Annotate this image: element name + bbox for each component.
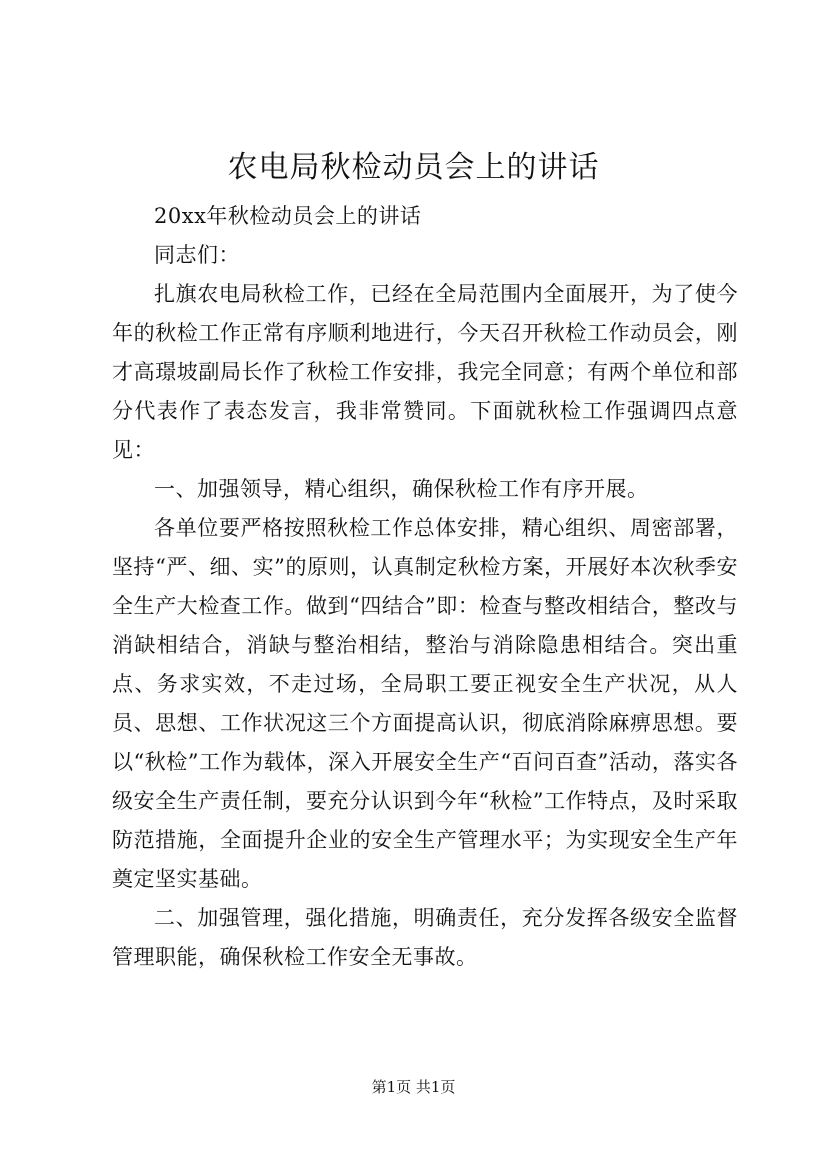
paragraph-point-one-heading: 一、加强领导，精心组织，确保秋检工作有序开展。 — [154, 477, 649, 501]
document-body — [112, 197, 738, 977]
paragraph-intro: 扎旗农电局秋检工作，已经在全局范围内全面展开，为了使今年的秋检工作正常有序顺利地进行，今天召开秋检工作动员会，刚才高璟坡副局长作了秋检工作安排，我完全同意；有两个单位和部分代表作了表态发言，我非常赞同。下面就秋检工作强调四点意见： — [112, 282, 738, 462]
paragraph-subtitle: 20xx年秋检动员会上的讲话 — [154, 204, 422, 228]
document-title: 农电局秋检动员会上的讲话 — [227, 150, 600, 185]
page-number-footer: 第1页 共1页 — [371, 1078, 456, 1096]
paragraph-point-two-heading: 二、加强管理，强化措施，明确责任，充分发挥各级安全监督管理职能，确保秋检工作安全无事故。 — [112, 906, 738, 969]
paragraph-point-one-body: 各单位要严格按照秋检工作总体安排，精心组织、周密部署，坚持“严、细、实”的原则，认真制定秋检方案，开展好本次秋季安全生产大检查工作。做到“四结合”即：检查与整改相结合，整改与消缺相结合，消缺与整治相结，整治与消除隐患相结合。突出重点、务求实效，不走过场，全局职工要正视安全生产状况，从人员、思想、工作状况这三个方面提高认识，彻底消除麻痹思想。要以“秋检”工作为载体，深入开展安全生产“百问百查”活动，落实各级安全生产责任制，要充分认识到今年“秋检”工作特点，及时采取防范措施，全面提升企业的安全生产管理水平；为实现安全生产年奠定坚实基础。 — [112, 516, 738, 891]
paragraph-salutation: 同志们： — [154, 243, 240, 267]
